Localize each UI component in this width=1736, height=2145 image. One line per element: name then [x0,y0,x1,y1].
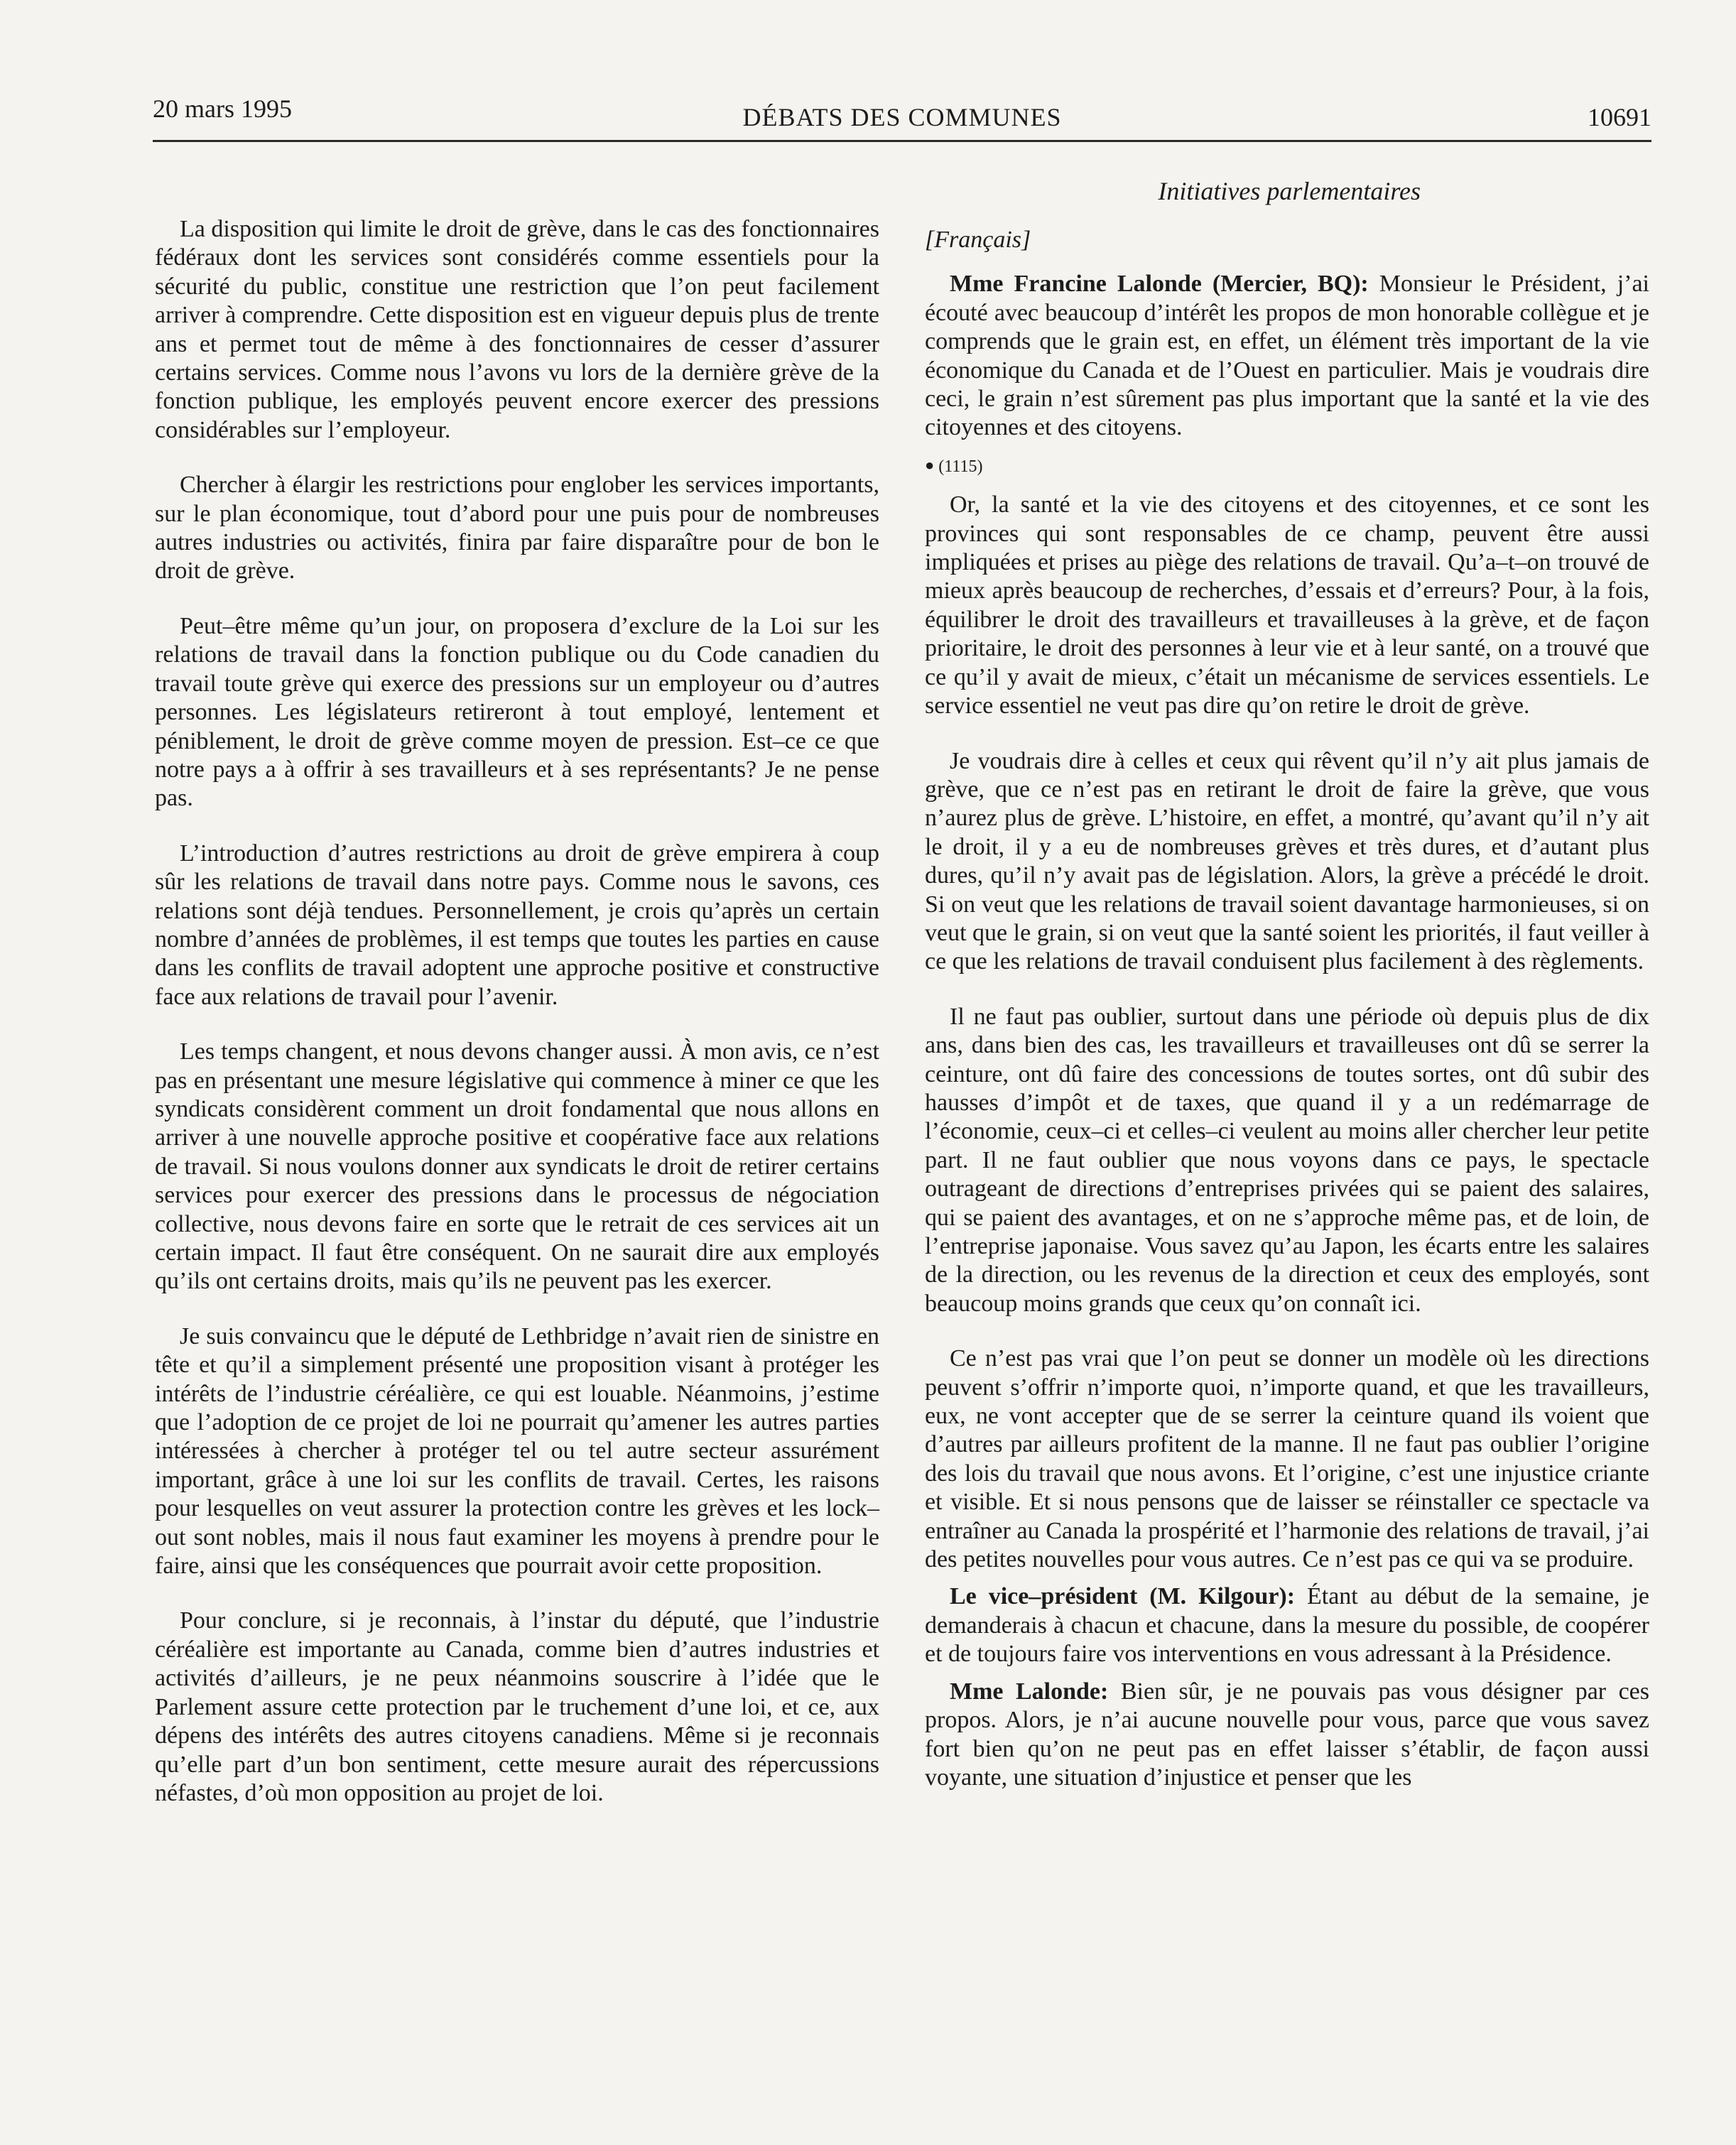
speech-lalonde-reply [925,1678,1649,1793]
paragraph: La disposition qui limite le droit de grève, dans le cas des fonctionnaires fédéraux dont les services sont considérés comme essentiels pour la sécurité du public, constitue une restriction que l’on peut facilement arriver à comprendre. Cette disposition est en vigueur depuis plus de trente ans et permet tout de même à des fonctionnaires de cesser d’assurer certains services. Comme nous l’avons vu lors de la dernière grève de la fonction publique, les employés peuvent encore exercer des pressions considérables sur l’employeur. [155,216,879,443]
page-header [153,94,1651,136]
paragraph: Je suis convaincu que le député de Lethbridge n’avait rien de sinistre en tête et qu’il a simplement présenté une proposition visant à protéger les intérêts de l’industrie céréalière, ce qui est louable. Néanmoins, j’estime que l’adoption de ce projet de loi ne pourrait qu’amener les autres parties intéressées à chercher à protéger tel ou tel autre secteur assurément important, grâce à une loi sur les conflits de travail. Certes, les raisons pour lesquelles on veut assurer la protection contre les grèves et les lock–out sont nobles, mais il nous faut examiner les moyens à prendre pour le faire, ainsi que les conséquences que pourrait avoir cette proposition. [155,1323,879,1580]
speech-text: Étant au début de la semaine, je demanderais à chacun et chacune, dans la mesure du possible, de coopérer et de toujours faire vos interventions en vous adressant à la Présidence. [925,1583,1649,1668]
right-column [925,226,1649,1801]
paragraph: Pour conclure, si je reconnais, à l’instar du député, que l’industrie céréalière est importante au Canada, comme bien d’autres industries et activités d’ailleurs, je ne peux néanmoins souscrire à l’idée que le Parlement assure cette protection par le truchement d’une loi, et ce, aux dépens des intérêts des autres citoyens canadiens. Même si je reconnais qu’elle part d’un bon sentiment, cette mesure aurait des répercussions néfastes, d’où mon opposition au projet de loi. [155,1607,879,1806]
paragraph: Ce n’est pas vrai que l’on peut se donner un modèle où les directions peuvent s’offrir n’importe quoi, n’importe quand, et que les travailleurs, eux, ne vont accepter que de se serrer la ceinture quand ils voient que d’autres par ailleurs profitent de la manne. Il ne faut pas oublier l’origine des lois du travail que nous avons. Et l’origine, c’est une injustice criante et visible. Et si nous pensons que de laisser se réinstaller ce spectacle va entraîner au Canada la prospérité et l’harmonie des relations de travail, j’ai des petites nouvelles pour vous autres. Ce n’est pas ce qui va se produire. [925,1345,1649,1573]
language-tag: [Français] [925,227,1031,253]
paragraph: Or, la santé et la vie des citoyens et des citoyennes, et ce sont les provinces qui sont responsables de ce champ, peuvent être aussi impliquées et prises au piège des relations de travail. Qu’a–t–on trouvé de mieux après beaucoup de recherches, d’essais et d’erreurs? Pour, à la fois, équilibrer le droit des travailleurs et travailleuses à la grève, et de façon prioritaire, le droit des personnes à leur vie et à leur santé, on a trouvé que ce qu’il y avait de mieux, c’était un mécanisme de services essentiels. Le service essentiel ne veut pas dire qu’on retire le droit de grève. [925,492,1649,719]
header-rule [153,140,1651,142]
paragraph: Les temps changent, et nous devons changer aussi. À mon avis, ce n’est pas en présentant une mesure législative qui commence à miner ce que les syndicats considèrent comment un droit fondamental que nous allons en arriver à une nouvelle approche positive et coopérative face aux relations de travail. Si nous voulons donner aux syndicats le droit de retirer certains services pour exercer des pressions dans le processus de négociation collective, nous devons faire en sorte que le retrait de ces services ait un certain impact. Il faut être conséquent. On ne saurait dire aux employés qu’ils ont certains droits, mais qu’ils ne peuvent pas les exercer. [155,1038,879,1295]
speech-lalonde [925,270,1649,442]
speaker-name: Mme Lalonde: [950,1678,1109,1705]
paragraph: Je voudrais dire à celles et ceux qui rêvent qu’il n’y ait plus jamais de grève, que ce n’est pas en retirant le droit de faire la grève, que vous n’aurez plus de grève. L’histoire, en effet, a montré, qu’avant qu’il n’y ait le droit, il y a eu de nombreuses grèves et très dures, et d’autant plus dures, qu’il n’y avait pas de législation. Alors, la grève a précédé le droit. Si on veut que les relations de travail soient davantage harmonieuses, si on veut que le grain, si on veut que la santé soient les priorités, il faut veiller à ce que les relations de travail conduisent plus facilement à des règlements. [925,747,1649,975]
paragraph: Peut–être même qu’un jour, on proposera d’exclure de la Loi sur les relations de travail dans la fonction publique ou du Code canadien du travail toute grève qui exerce des pressions sur un employeur ou d’autres personnes. Les législateurs retireront à tout employé, lentement et péniblement, le droit de grève comme moyen de pression. Est–ce ce que notre pays a à offrir à ses travailleurs et à ses représentants? Je ne pense pas. [155,612,879,812]
header-journal-title: DÉBATS DES COMMUNES [742,103,1062,131]
speech-text: Bien sûr, je ne pouvais pas vous désigner par ces propos. Alors, je n’ai aucune nouvelle pour vous, parce que vous savez fort bien qu’on ne peut pas en effet laisser s’établir, de façon aussi voyante, une situation d’injustice et penser que les [925,1678,1649,1791]
speech-vice-president [925,1582,1649,1668]
section-rubric: Initiatives parlementaires [1158,177,1421,205]
speaker-name: Le vice–président (M. Kilgour): [950,1583,1296,1610]
header-page-number: 10691 [1588,103,1651,131]
header-date: 20 mars 1995 [153,94,292,123]
bullet-icon: ● [925,455,935,474]
speech-text: Monsieur le Président, j’ai écouté avec beaucoup d’intérêt les propos de mon honorable collègue et je comprends que le grain est, en effet, un élément très important de la vie économique du Canada et de l’Ouest en particulier. Mais je voudrais dire ceci, le grain n’est sûrement pas plus important que la santé et la vie des citoyennes et des citoyens. [925,271,1649,441]
speaker-name: Mme Francine Lalonde (Mercier, BQ): [950,271,1369,298]
timestamp [925,451,1649,481]
paragraph: Il ne faut pas oublier, surtout dans une période où depuis plus de dix ans, dans bien des cas, les travailleurs et travailleuses ont dû se serrer la ceinture, ont dû faire des concessions de toutes sortes, ont dû subir des hausses d’impôt et de taxes, que quand il y a un redémarrage de l’économie, ceux–ci et celles–ci veulent au moins aller chercher leur petite part. Il ne faut oublier que nous voyons dans ce pays, le spectacle outrageant de directions d’entreprises privées qui se paient des salaires, qui se paient des avantages, et on ne s’approche même pas, et de loin, de l’entreprise japonaise. Vous savez qu’au Japon, les écarts entre les salaires de la direction, ou les revenus de la direction et ceux des employés, sont beaucoup moins grands que ceux qu’on connaît ici. [925,1003,1649,1317]
paragraph: L’introduction d’autres restrictions au droit de grève empirera à coup sûr les relations de travail dans notre pays. Comme nous le savons, ces relations sont déjà tendues. Personnellement, je crois qu’après un certain nombre d’années de problèmes, il est temps que toutes les parties en cause dans les conflits de travail adoptent une approche positive et constructive face aux relations de travail pour l’avenir. [155,840,879,1010]
left-column [155,215,879,1834]
paragraph: Chercher à élargir les restrictions pour englober les services importants, sur le plan économique, tout d’abord pour une puis pour de nombreuses autres industries ou activités, finira par faire disparaître pour de bon le droit de grève. [155,472,879,585]
timestamp-text: (1115) [938,457,983,476]
